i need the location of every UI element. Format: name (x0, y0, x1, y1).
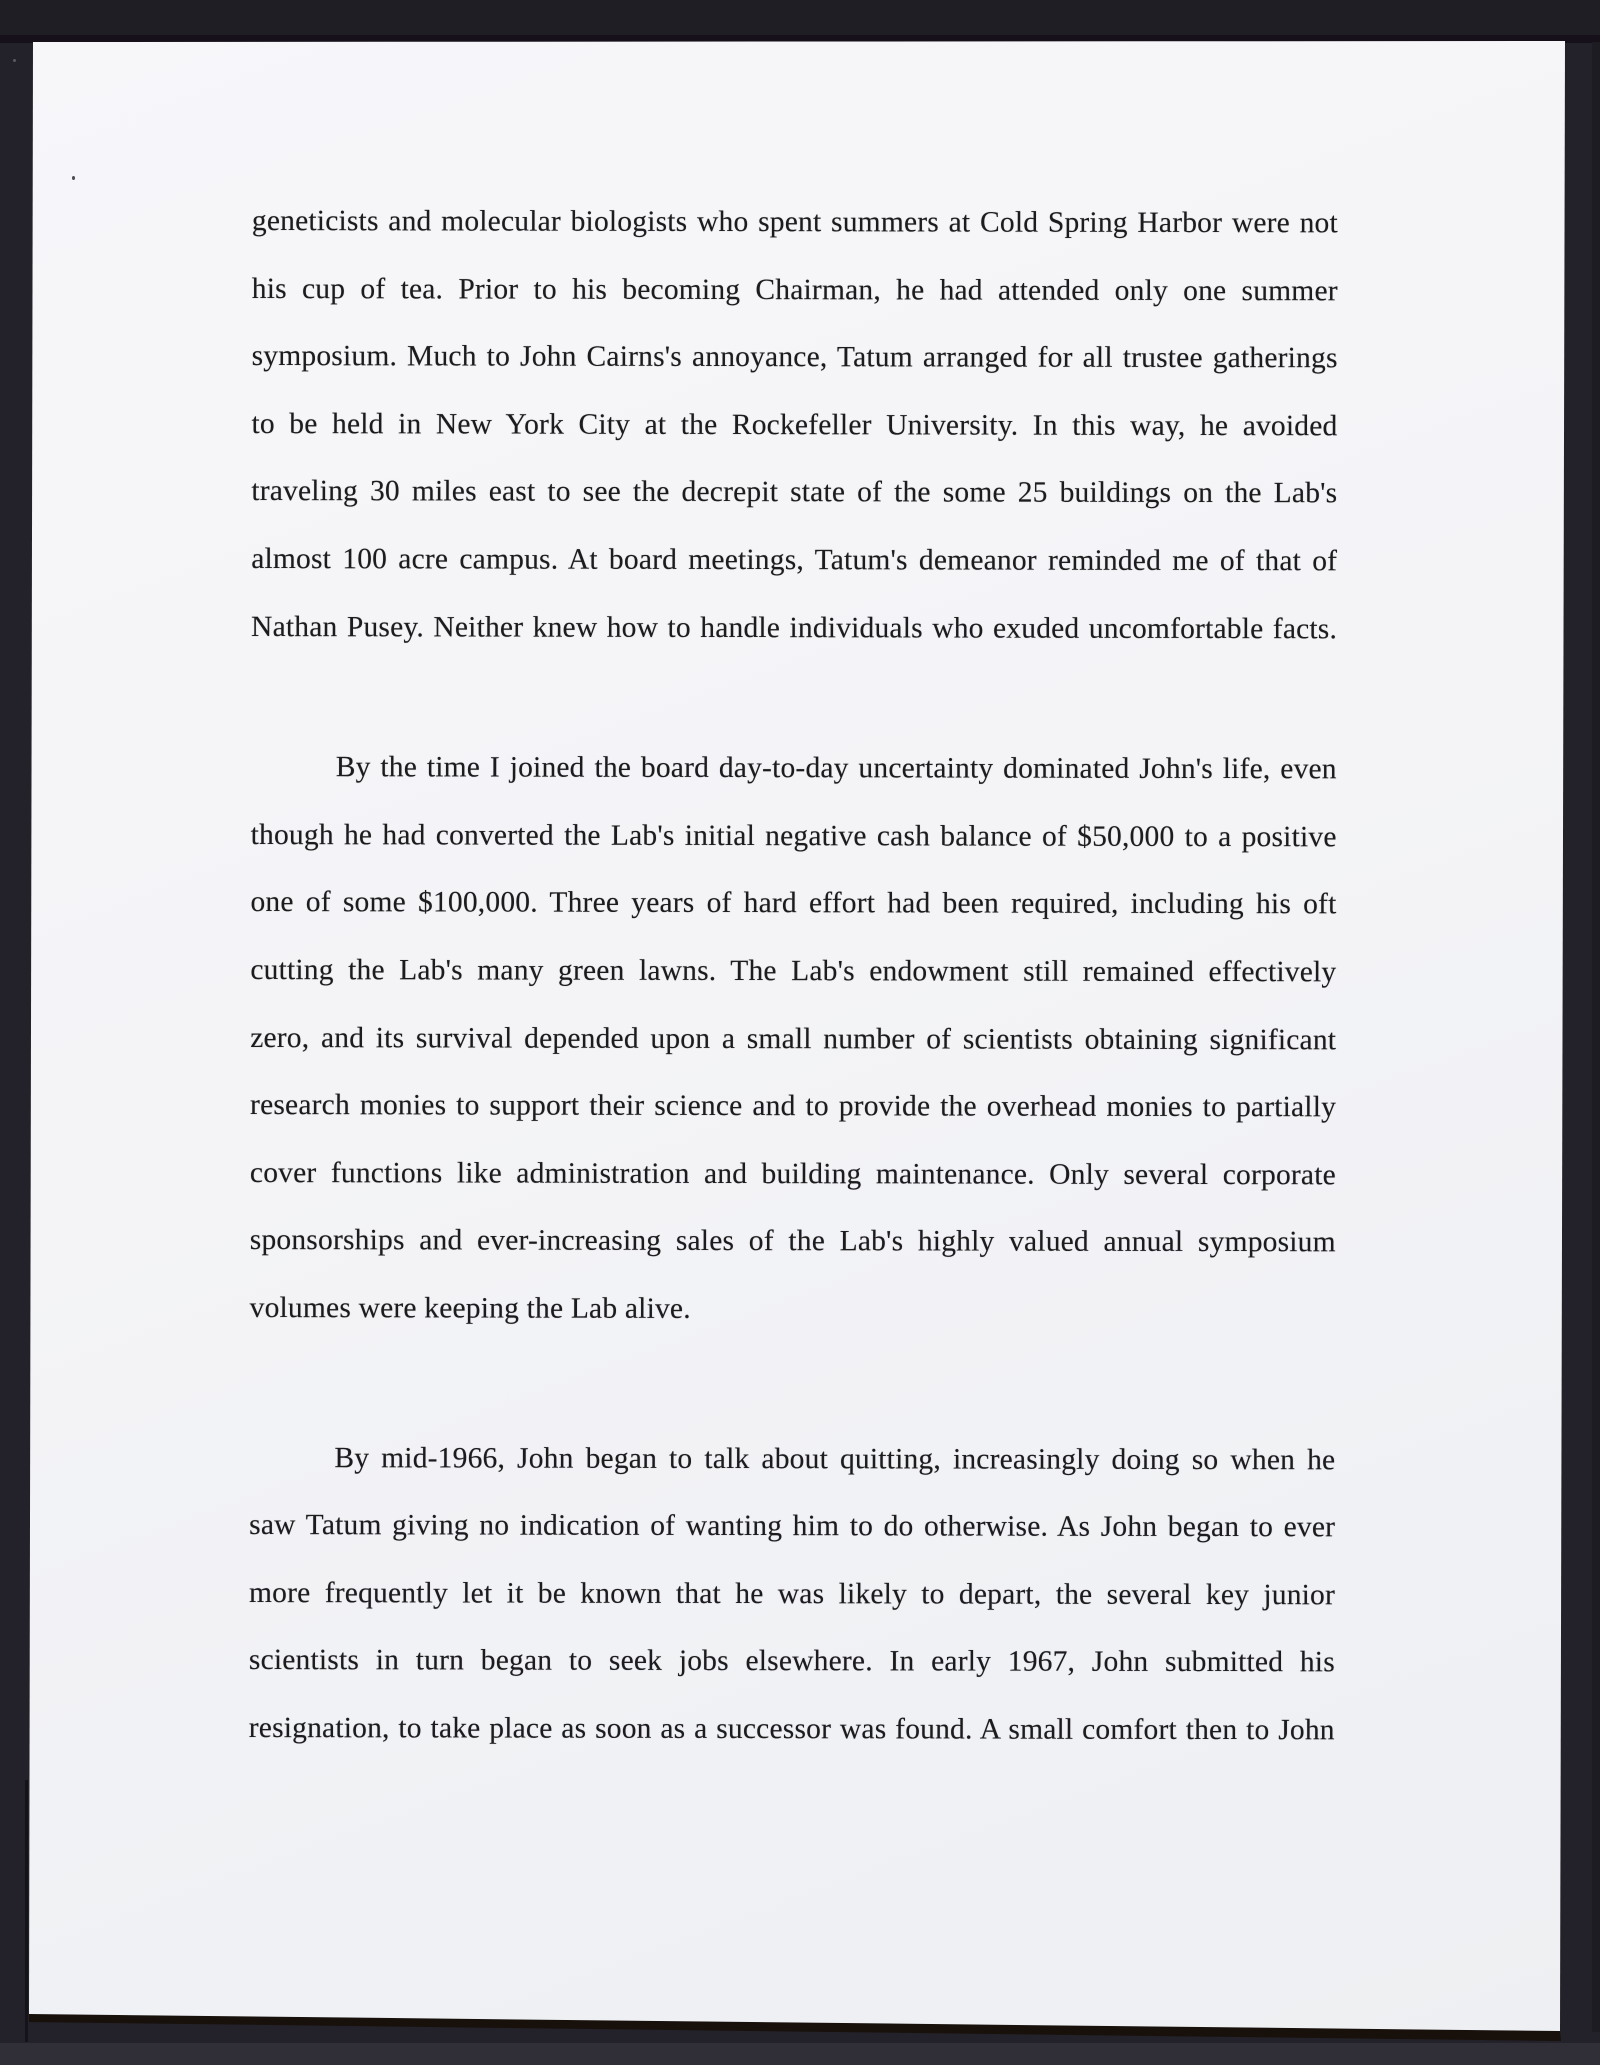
text-line: By the time I joined the board day-to-day uncertainty dominated John's life, even (335, 751, 1337, 786)
paragraph (251, 188, 1338, 663)
text-line: geneticists and molecular biologists who spent summers at Cold Spring Harbor were not (251, 204, 1338, 240)
text-line: zero, and its survival depended upon a small number of scientists obtaining significant (250, 1021, 1337, 1056)
text-line: cover functions like administration and building maintenance. Only several corporate (249, 1156, 1336, 1191)
text-line: almost 100 acre campus. At board meetings, Tatum's demeanor reminded me of that of (251, 542, 1338, 578)
scanner-edge-seam (25, 1780, 28, 2042)
text-line: resignation, to take place as soon as a successor was found. A small comfort then to John (248, 1711, 1335, 1747)
text-line: to be held in New York City at the Rockefeller University. In this way, he avoided (251, 407, 1338, 443)
scanner-bed-edge (0, 2043, 1600, 2065)
paragraph (249, 1424, 1336, 1764)
scan-speck (72, 176, 75, 180)
text-line: symposium. Much to John Cairns's annoyance, Tatum arranged for all trustee gatherings (251, 340, 1338, 375)
text-line: though he had converted the Lab's initial negative cash balance of $50,000 to a positive (250, 818, 1337, 854)
text-line: his cup of tea. Prior to his becoming Chairman, he had attended only one summer (251, 272, 1338, 307)
text-line: cutting the Lab's many green lawns. The Lab's endowment still remained effectively (250, 953, 1337, 989)
scanner-background-right (1592, 42, 1600, 2032)
text-line: saw Tatum giving no indication of wanting him to do otherwise. As John began to ever (249, 1509, 1336, 1544)
text-line: By mid-1966, John began to talk about quitting, increasingly doing so when he (334, 1441, 1336, 1476)
text-line: research monies to support their science and to provide the overhead monies to partially (250, 1089, 1337, 1124)
text-line: scientists in turn began to seek jobs elsewhere. In early 1967, John submitted his (248, 1644, 1335, 1679)
text-line: sponsorships and ever-increasing sales of the Lab's highly valued annual symposium (249, 1224, 1336, 1259)
text-line: more frequently let it be known that he was likely to depart, the several key junior (249, 1576, 1336, 1611)
text-line: Nathan Pusey. Neither knew how to handle individuals who exuded uncomfortable facts. (251, 610, 1338, 645)
scan-speck (13, 59, 16, 62)
text-line: one of some $100,000. Three years of hard effort had been required, including his oft (250, 886, 1337, 921)
paragraph (250, 734, 1337, 1345)
text-line: volumes were keeping the Lab alive. (249, 1291, 691, 1325)
text-line: traveling 30 miles east to see the decrepit state of the some 25 buildings on the Lab's (251, 475, 1338, 510)
document-text (249, 188, 1338, 1765)
